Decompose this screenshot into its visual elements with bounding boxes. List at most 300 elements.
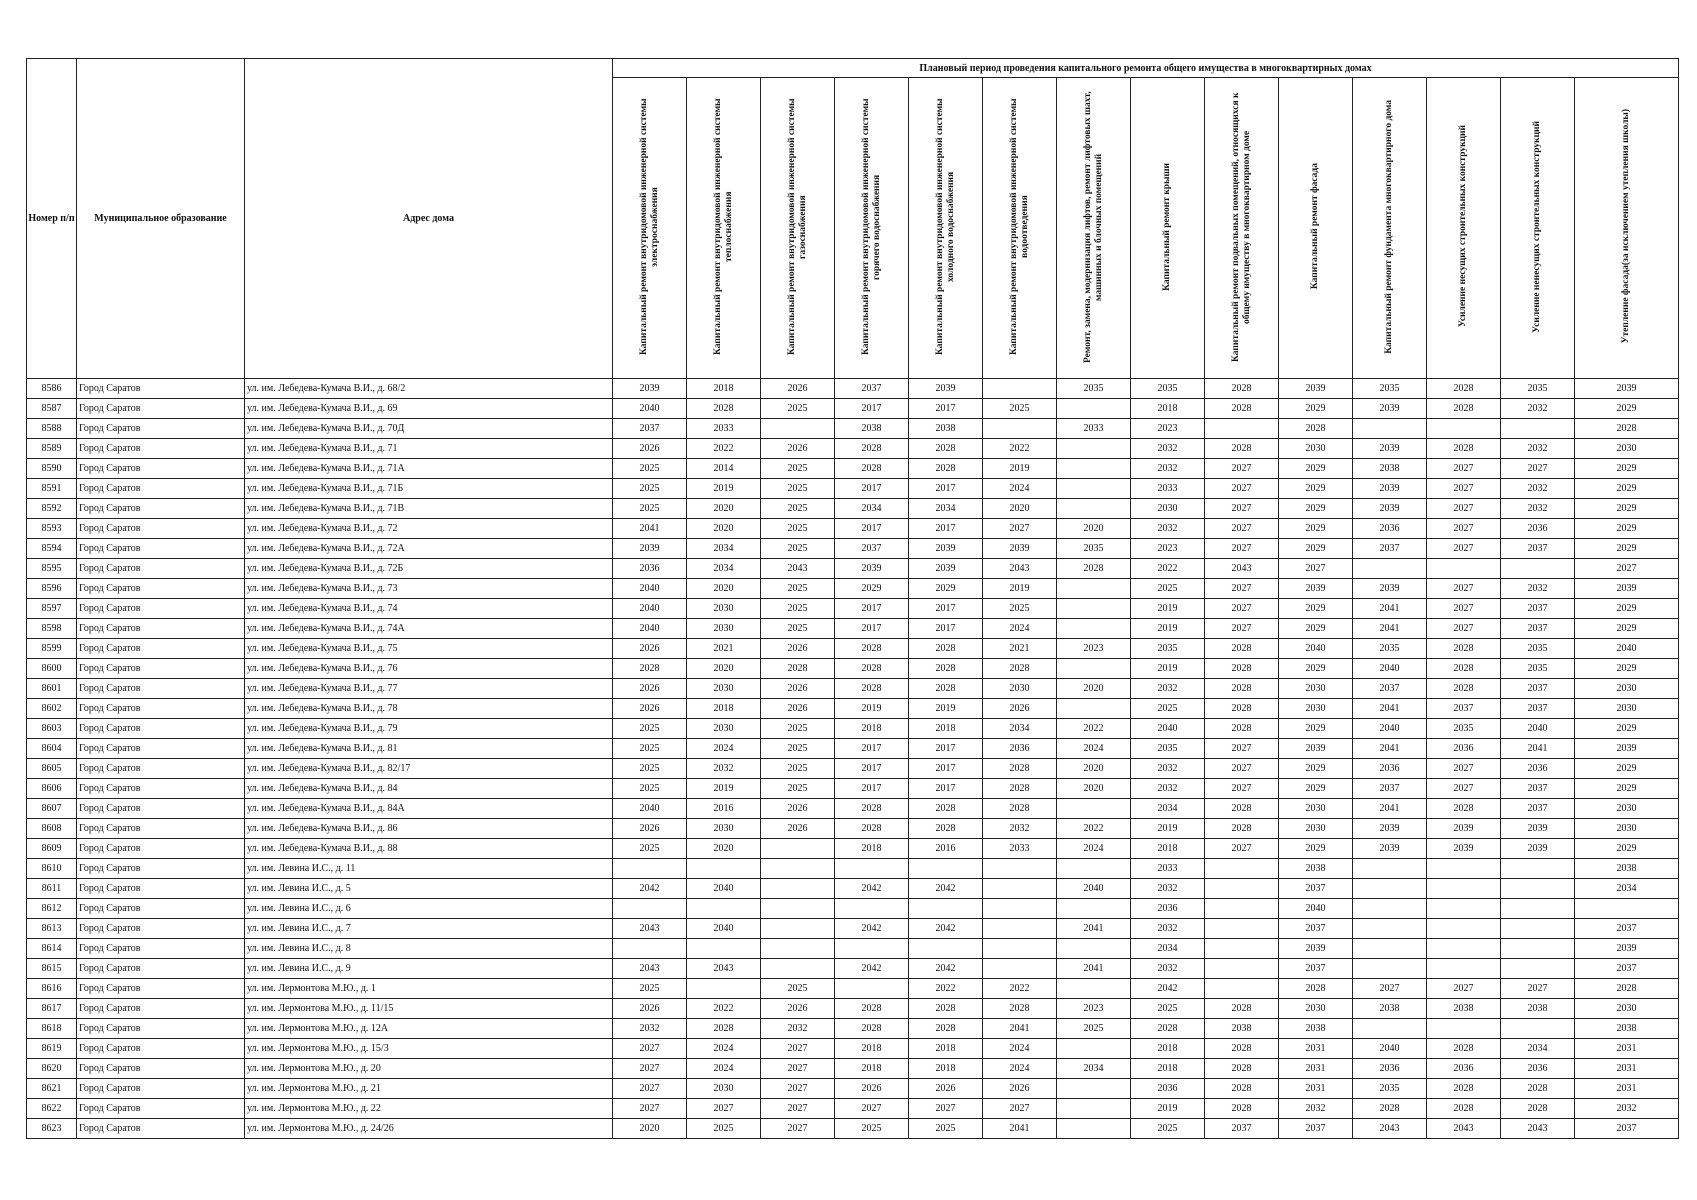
row-municipality: Город Саратов xyxy=(77,399,245,419)
row-year-cell: 2017 xyxy=(835,779,909,799)
table-row xyxy=(27,979,1679,999)
row-number: 8623 xyxy=(27,1119,77,1139)
row-year-cell: 2025 xyxy=(761,779,835,799)
table-row xyxy=(27,1099,1679,1119)
row-year-cell: 2038 xyxy=(1427,999,1501,1019)
row-year-cell: 2039 xyxy=(1575,579,1679,599)
row-year-cell: 2028 xyxy=(909,1019,983,1039)
row-year-cell: 2027 xyxy=(1205,759,1279,779)
row-year-cell: 2037 xyxy=(1353,779,1427,799)
row-year-cell: 2029 xyxy=(1279,519,1353,539)
row-municipality: Город Саратов xyxy=(77,959,245,979)
row-year-cell: 2026 xyxy=(613,679,687,699)
row-year-cell: 2032 xyxy=(1131,679,1205,699)
table-row xyxy=(27,959,1679,979)
row-number: 8600 xyxy=(27,659,77,679)
row-year-cell: 2029 xyxy=(1279,399,1353,419)
row-year-cell xyxy=(761,839,835,859)
row-number: 8614 xyxy=(27,939,77,959)
row-year-cell: 2032 xyxy=(1131,879,1205,899)
row-year-cell: 2034 xyxy=(1131,939,1205,959)
row-address: ул. им. Лермонтова М.Ю., д. 12А xyxy=(245,1019,613,1039)
row-year-cell: 2017 xyxy=(835,739,909,759)
row-year-cell: 2040 xyxy=(613,579,687,599)
row-year-cell xyxy=(909,899,983,919)
row-year-cell: 2027 xyxy=(613,1039,687,1059)
header-work-7 xyxy=(1057,78,1131,379)
row-year-cell: 2019 xyxy=(1131,1099,1205,1119)
row-number: 8618 xyxy=(27,1019,77,1039)
header-work-label: Капитальный ремонт крыши xyxy=(1162,162,1172,291)
row-year-cell: 2027 xyxy=(909,1099,983,1119)
row-number: 8610 xyxy=(27,859,77,879)
table-body xyxy=(27,379,1679,1139)
row-municipality: Город Саратов xyxy=(77,679,245,699)
row-year-cell: 2041 xyxy=(1353,739,1427,759)
header-work-label: Капитальный ремонт внутридомовой инженерной системы теплоснабжения xyxy=(712,98,734,355)
row-municipality: Город Саратов xyxy=(77,619,245,639)
row-year-cell: 2017 xyxy=(909,399,983,419)
row-address: ул. им. Лебедева-Кумача В.И., д. 71 xyxy=(245,439,613,459)
row-year-cell: 2029 xyxy=(835,579,909,599)
row-municipality: Город Саратов xyxy=(77,379,245,399)
row-year-cell: 2025 xyxy=(1131,999,1205,1019)
row-year-cell: 2026 xyxy=(613,699,687,719)
row-year-cell: 2025 xyxy=(835,1119,909,1139)
row-year-cell: 2040 xyxy=(1353,1039,1427,1059)
row-year-cell: 2028 xyxy=(835,459,909,479)
header-work-label: Капитальный ремонт подвальных помещений, относящихся к общему имуществу в многоквартирном доме xyxy=(1230,91,1252,362)
row-year-cell: 2032 xyxy=(687,759,761,779)
table-row xyxy=(27,619,1679,639)
row-year-cell: 2029 xyxy=(1575,759,1679,779)
row-year-cell: 2028 xyxy=(835,679,909,699)
row-municipality: Город Саратов xyxy=(77,839,245,859)
row-year-cell: 2041 xyxy=(613,519,687,539)
row-address: ул. им. Лебедева-Кумача В.И., д. 86 xyxy=(245,819,613,839)
row-year-cell: 2042 xyxy=(835,879,909,899)
row-year-cell: 2039 xyxy=(1353,399,1427,419)
row-address: ул. им. Левина И.С., д. 11 xyxy=(245,859,613,879)
row-year-cell: 2029 xyxy=(1279,719,1353,739)
row-year-cell xyxy=(1427,879,1501,899)
row-year-cell: 2037 xyxy=(1353,679,1427,699)
row-year-cell: 2041 xyxy=(983,1119,1057,1139)
table-row xyxy=(27,939,1679,959)
row-year-cell: 2025 xyxy=(613,479,687,499)
row-year-cell: 2031 xyxy=(1279,1079,1353,1099)
row-year-cell: 2030 xyxy=(1279,679,1353,699)
row-year-cell: 2027 xyxy=(1427,759,1501,779)
row-year-cell: 2032 xyxy=(1131,959,1205,979)
row-year-cell: 2032 xyxy=(1501,399,1575,419)
row-number: 8601 xyxy=(27,679,77,699)
row-year-cell: 2036 xyxy=(1353,1059,1427,1079)
row-year-cell: 2033 xyxy=(983,839,1057,859)
row-year-cell: 2020 xyxy=(1057,679,1131,699)
row-address: ул. им. Лебедева-Кумача В.И., д. 76 xyxy=(245,659,613,679)
row-address: ул. им. Лермонтова М.Ю., д. 15/3 xyxy=(245,1039,613,1059)
row-year-cell: 2020 xyxy=(687,579,761,599)
row-year-cell: 2028 xyxy=(835,439,909,459)
row-address: ул. им. Лебедева-Кумача В.И., д. 70Д xyxy=(245,419,613,439)
row-year-cell: 2037 xyxy=(835,379,909,399)
row-year-cell: 2018 xyxy=(835,839,909,859)
row-year-cell: 2024 xyxy=(687,1039,761,1059)
row-year-cell: 2026 xyxy=(835,1079,909,1099)
row-year-cell: 2027 xyxy=(1205,519,1279,539)
row-year-cell: 2018 xyxy=(909,1059,983,1079)
row-year-cell: 2019 xyxy=(909,699,983,719)
row-year-cell: 2023 xyxy=(1131,539,1205,559)
row-year-cell: 2036 xyxy=(1131,1079,1205,1099)
row-year-cell xyxy=(1057,599,1131,619)
row-year-cell: 2034 xyxy=(1501,1039,1575,1059)
row-year-cell: 2029 xyxy=(1575,779,1679,799)
row-address: ул. им. Лебедева-Кумача В.И., д. 71Б xyxy=(245,479,613,499)
row-year-cell: 2024 xyxy=(983,1039,1057,1059)
row-year-cell: 2028 xyxy=(909,799,983,819)
header-group-title: Плановый период проведения капитального ремонта общего имущества в многоквартирных домах xyxy=(613,59,1679,78)
row-year-cell: 2027 xyxy=(613,1079,687,1099)
row-year-cell: 2028 xyxy=(1427,1079,1501,1099)
row-municipality: Город Саратов xyxy=(77,819,245,839)
row-municipality: Город Саратов xyxy=(77,1059,245,1079)
row-year-cell: 2019 xyxy=(687,779,761,799)
row-year-cell: 2020 xyxy=(983,499,1057,519)
row-year-cell: 2027 xyxy=(761,1079,835,1099)
row-municipality: Город Саратов xyxy=(77,419,245,439)
row-year-cell: 2032 xyxy=(613,1019,687,1039)
row-year-cell: 2027 xyxy=(1205,479,1279,499)
row-address: ул. им. Лебедева-Кумача В.И., д. 73 xyxy=(245,579,613,599)
table-row xyxy=(27,839,1679,859)
row-number: 8594 xyxy=(27,539,77,559)
row-year-cell: 2022 xyxy=(687,999,761,1019)
row-year-cell: 2028 xyxy=(1205,639,1279,659)
row-year-cell: 2041 xyxy=(1353,699,1427,719)
repair-schedule-sheet xyxy=(26,58,1679,1139)
row-year-cell: 2019 xyxy=(1131,619,1205,639)
row-year-cell: 2031 xyxy=(1575,1059,1679,1079)
row-year-cell: 2029 xyxy=(1575,599,1679,619)
row-year-cell: 2025 xyxy=(983,599,1057,619)
row-year-cell: 2028 xyxy=(1205,1079,1279,1099)
row-address: ул. им. Лебедева-Кумача В.И., д. 72Б xyxy=(245,559,613,579)
row-municipality: Город Саратов xyxy=(77,1119,245,1139)
table-row xyxy=(27,879,1679,899)
row-year-cell: 2028 xyxy=(1427,1099,1501,1119)
header-work-13 xyxy=(1501,78,1575,379)
header-work-label: Усиление несущих строительных конструкций xyxy=(1458,125,1468,328)
row-year-cell xyxy=(761,879,835,899)
row-year-cell: 2040 xyxy=(1575,639,1679,659)
row-year-cell: 2032 xyxy=(1131,519,1205,539)
row-municipality: Город Саратов xyxy=(77,939,245,959)
row-year-cell xyxy=(1057,699,1131,719)
table-row xyxy=(27,919,1679,939)
table-row xyxy=(27,799,1679,819)
row-year-cell: 2031 xyxy=(1279,1039,1353,1059)
row-year-cell: 2027 xyxy=(687,1099,761,1119)
row-year-cell xyxy=(1205,419,1279,439)
row-year-cell: 2032 xyxy=(761,1019,835,1039)
row-year-cell: 2039 xyxy=(1353,839,1427,859)
row-year-cell: 2035 xyxy=(1057,539,1131,559)
row-number: 8587 xyxy=(27,399,77,419)
repair-schedule-table xyxy=(26,58,1679,1139)
row-year-cell: 2030 xyxy=(1279,999,1353,1019)
row-year-cell: 2019 xyxy=(1131,819,1205,839)
row-year-cell xyxy=(1057,1039,1131,1059)
row-year-cell xyxy=(761,959,835,979)
header-work-3 xyxy=(761,78,835,379)
row-year-cell: 2025 xyxy=(613,739,687,759)
row-address: ул. им. Лебедева-Кумача В.И., д. 75 xyxy=(245,639,613,659)
row-year-cell: 2028 xyxy=(1205,1099,1279,1119)
row-year-cell: 2017 xyxy=(835,759,909,779)
header-work-label: Капитальный ремонт фасада xyxy=(1310,163,1320,290)
row-year-cell: 2039 xyxy=(909,539,983,559)
row-year-cell: 2023 xyxy=(1057,999,1131,1019)
row-year-cell: 2030 xyxy=(1575,699,1679,719)
row-year-cell: 2022 xyxy=(1057,819,1131,839)
row-year-cell: 2039 xyxy=(1575,379,1679,399)
row-year-cell: 2040 xyxy=(613,399,687,419)
row-year-cell: 2042 xyxy=(613,879,687,899)
row-year-cell: 2027 xyxy=(1427,779,1501,799)
row-year-cell: 2041 xyxy=(1057,959,1131,979)
row-year-cell xyxy=(1057,799,1131,819)
row-year-cell: 2027 xyxy=(1427,539,1501,559)
row-year-cell: 2020 xyxy=(687,659,761,679)
row-year-cell: 2037 xyxy=(1501,619,1575,639)
row-year-cell: 2025 xyxy=(761,719,835,739)
row-year-cell: 2026 xyxy=(613,819,687,839)
row-year-cell xyxy=(1575,899,1679,919)
row-year-cell: 2030 xyxy=(1279,439,1353,459)
row-year-cell: 2032 xyxy=(1279,1099,1353,1119)
row-year-cell: 2022 xyxy=(909,979,983,999)
row-year-cell: 2032 xyxy=(1131,439,1205,459)
row-year-cell: 2027 xyxy=(1427,619,1501,639)
row-year-cell: 2037 xyxy=(1279,959,1353,979)
row-year-cell xyxy=(1057,1119,1131,1139)
row-year-cell: 2040 xyxy=(613,619,687,639)
row-year-cell: 2025 xyxy=(761,399,835,419)
row-year-cell: 2037 xyxy=(835,539,909,559)
row-year-cell: 2018 xyxy=(1131,399,1205,419)
row-number: 8590 xyxy=(27,459,77,479)
row-year-cell xyxy=(1427,959,1501,979)
row-year-cell: 2042 xyxy=(909,959,983,979)
row-municipality: Город Саратов xyxy=(77,639,245,659)
row-year-cell: 2022 xyxy=(1057,719,1131,739)
row-year-cell: 2038 xyxy=(1205,1019,1279,1039)
row-address: ул. им. Лебедева-Кумача В.И., д. 68/2 xyxy=(245,379,613,399)
row-year-cell: 2035 xyxy=(1057,379,1131,399)
row-year-cell: 2028 xyxy=(613,659,687,679)
row-year-cell: 2025 xyxy=(613,499,687,519)
row-year-cell: 2037 xyxy=(1575,1119,1679,1139)
row-year-cell: 2033 xyxy=(1057,419,1131,439)
row-number: 8606 xyxy=(27,779,77,799)
row-year-cell xyxy=(1057,859,1131,879)
row-year-cell: 2043 xyxy=(613,919,687,939)
row-year-cell xyxy=(1501,879,1575,899)
table-row xyxy=(27,1079,1679,1099)
row-year-cell xyxy=(1057,659,1131,679)
row-year-cell: 2016 xyxy=(909,839,983,859)
row-address: ул. им. Лебедева-Кумача В.И., д. 79 xyxy=(245,719,613,739)
row-year-cell xyxy=(1427,919,1501,939)
row-year-cell xyxy=(761,919,835,939)
row-year-cell: 2028 xyxy=(1205,699,1279,719)
row-number: 8611 xyxy=(27,879,77,899)
row-year-cell: 2041 xyxy=(1353,619,1427,639)
row-municipality: Город Саратов xyxy=(77,459,245,479)
row-year-cell: 2027 xyxy=(761,1119,835,1139)
row-year-cell: 2027 xyxy=(1205,779,1279,799)
row-year-cell xyxy=(1501,859,1575,879)
row-year-cell: 2027 xyxy=(1427,459,1501,479)
row-year-cell: 2029 xyxy=(1279,479,1353,499)
row-year-cell: 2042 xyxy=(909,919,983,939)
row-year-cell: 2026 xyxy=(761,699,835,719)
row-year-cell: 2025 xyxy=(613,779,687,799)
row-year-cell xyxy=(1427,859,1501,879)
row-year-cell xyxy=(1205,919,1279,939)
row-year-cell: 2028 xyxy=(1279,979,1353,999)
row-year-cell: 2028 xyxy=(983,759,1057,779)
table-row xyxy=(27,859,1679,879)
row-year-cell: 2028 xyxy=(1205,1059,1279,1079)
row-year-cell: 2022 xyxy=(687,439,761,459)
row-number: 8604 xyxy=(27,739,77,759)
row-year-cell: 2043 xyxy=(1353,1119,1427,1139)
row-year-cell: 2019 xyxy=(983,459,1057,479)
row-year-cell: 2036 xyxy=(613,559,687,579)
row-year-cell xyxy=(1205,939,1279,959)
row-year-cell: 2036 xyxy=(1501,1059,1575,1079)
row-year-cell: 2035 xyxy=(1501,659,1575,679)
row-year-cell xyxy=(1501,559,1575,579)
row-year-cell xyxy=(1501,919,1575,939)
row-year-cell: 2020 xyxy=(1057,519,1131,539)
row-year-cell: 2029 xyxy=(1575,399,1679,419)
row-year-cell: 2043 xyxy=(613,959,687,979)
row-year-cell: 2025 xyxy=(761,459,835,479)
row-year-cell: 2039 xyxy=(1501,839,1575,859)
row-year-cell: 2020 xyxy=(613,1119,687,1139)
row-year-cell: 2040 xyxy=(613,799,687,819)
row-year-cell: 2040 xyxy=(1279,899,1353,919)
row-year-cell: 2025 xyxy=(613,459,687,479)
row-municipality: Город Саратов xyxy=(77,859,245,879)
row-year-cell: 2029 xyxy=(1575,459,1679,479)
header-work-9 xyxy=(1205,78,1279,379)
table-row xyxy=(27,1119,1679,1139)
row-year-cell: 2030 xyxy=(687,679,761,699)
row-year-cell xyxy=(983,859,1057,879)
row-address: ул. им. Лебедева-Кумача В.И., д. 72А xyxy=(245,539,613,559)
row-year-cell: 2028 xyxy=(909,459,983,479)
row-year-cell: 2028 xyxy=(1427,439,1501,459)
row-year-cell: 2028 xyxy=(1205,799,1279,819)
row-year-cell xyxy=(1057,899,1131,919)
row-year-cell xyxy=(687,899,761,919)
header-work-label: Утепление фасада(за исключением утепления школы) xyxy=(1621,109,1631,344)
row-year-cell: 2031 xyxy=(1575,1079,1679,1099)
row-year-cell: 2030 xyxy=(1575,679,1679,699)
header-municipality: Муниципальное образование xyxy=(77,59,245,379)
table-row xyxy=(27,519,1679,539)
row-year-cell: 2028 xyxy=(983,659,1057,679)
row-address: ул. им. Левина И.С., д. 6 xyxy=(245,899,613,919)
row-year-cell: 2028 xyxy=(1205,399,1279,419)
table-row xyxy=(27,699,1679,719)
table-row xyxy=(27,779,1679,799)
row-year-cell: 2040 xyxy=(1279,639,1353,659)
row-year-cell: 2035 xyxy=(1501,639,1575,659)
row-year-cell xyxy=(983,879,1057,899)
table-row xyxy=(27,579,1679,599)
row-year-cell: 2029 xyxy=(1279,659,1353,679)
row-municipality: Город Саратов xyxy=(77,979,245,999)
row-year-cell: 2032 xyxy=(1501,499,1575,519)
table-row xyxy=(27,819,1679,839)
row-year-cell xyxy=(1205,959,1279,979)
row-number: 8597 xyxy=(27,599,77,619)
row-year-cell: 2027 xyxy=(761,1059,835,1079)
row-year-cell: 2026 xyxy=(761,439,835,459)
row-year-cell: 2029 xyxy=(1575,719,1679,739)
row-year-cell xyxy=(761,419,835,439)
row-year-cell: 2032 xyxy=(1501,439,1575,459)
row-year-cell: 2027 xyxy=(835,1099,909,1119)
row-year-cell: 2030 xyxy=(687,619,761,639)
row-year-cell xyxy=(1205,899,1279,919)
row-year-cell: 2017 xyxy=(909,739,983,759)
row-year-cell: 2034 xyxy=(1131,799,1205,819)
row-year-cell: 2028 xyxy=(909,679,983,699)
row-year-cell: 2018 xyxy=(1131,1039,1205,1059)
row-address: ул. им. Левина И.С., д. 7 xyxy=(245,919,613,939)
row-municipality: Город Саратов xyxy=(77,779,245,799)
row-year-cell: 2018 xyxy=(909,1039,983,1059)
row-year-cell: 2034 xyxy=(983,719,1057,739)
row-municipality: Город Саратов xyxy=(77,1019,245,1039)
row-year-cell: 2039 xyxy=(1353,439,1427,459)
row-municipality: Город Саратов xyxy=(77,519,245,539)
row-year-cell: 2025 xyxy=(761,539,835,559)
row-number: 8595 xyxy=(27,559,77,579)
row-year-cell: 2025 xyxy=(909,1119,983,1139)
row-year-cell xyxy=(1353,1019,1427,1039)
table-row xyxy=(27,1039,1679,1059)
row-year-cell: 2037 xyxy=(1353,539,1427,559)
row-year-cell: 2030 xyxy=(687,1079,761,1099)
header-work-10 xyxy=(1279,78,1353,379)
row-number: 8592 xyxy=(27,499,77,519)
row-year-cell xyxy=(835,899,909,919)
row-year-cell xyxy=(1353,959,1427,979)
row-year-cell: 2028 xyxy=(835,659,909,679)
row-year-cell: 2017 xyxy=(835,519,909,539)
row-year-cell: 2039 xyxy=(613,379,687,399)
row-number: 8603 xyxy=(27,719,77,739)
row-year-cell: 2027 xyxy=(1279,559,1353,579)
